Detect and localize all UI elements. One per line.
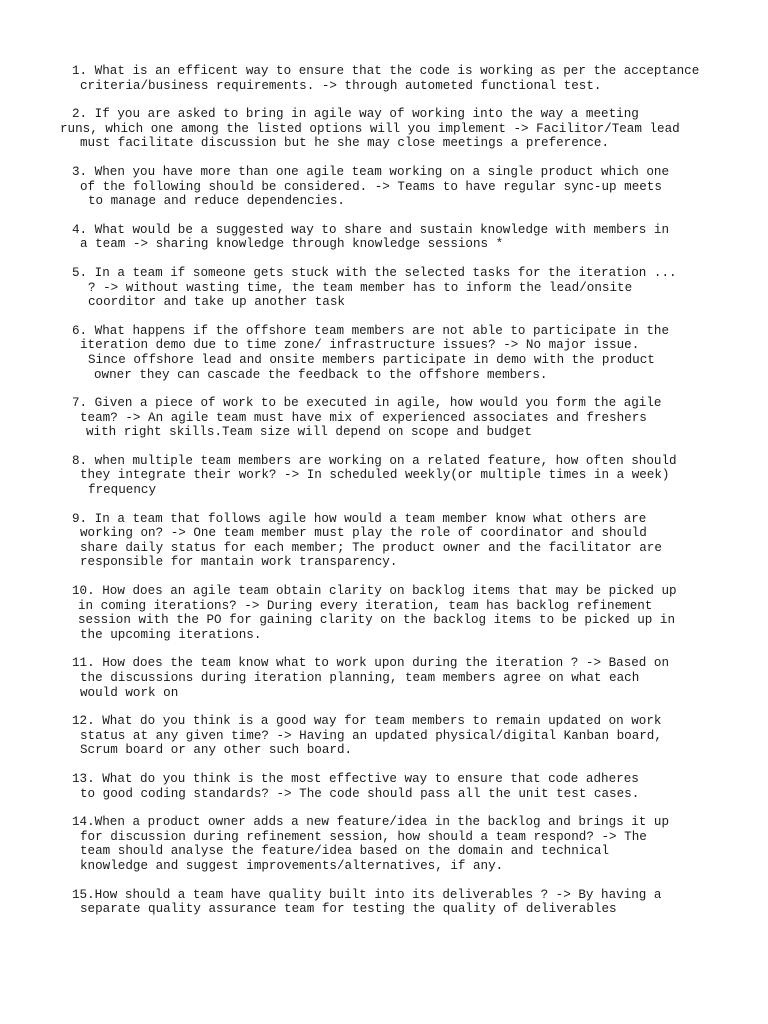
answer-line: team should analyse the feature/idea based on the domain and technical [80, 844, 610, 859]
question-line: 8. when multiple team members are working on a related feature, how often should [72, 453, 677, 468]
answer-line: knowledge and suggest improvements/alternatives, if any. [80, 858, 504, 873]
qa-item [0, 584, 768, 642]
answer-line: the upcoming iterations. [80, 627, 262, 642]
qa-item [0, 396, 768, 440]
qa-item [0, 888, 768, 917]
question-line: 15.How should a team have quality built into its deliverables ? -> By having a [72, 887, 662, 902]
answer-line: to manage and reduce dependencies. [88, 194, 345, 209]
answer-line: Scrum board or any other such board. [80, 743, 353, 758]
question-line: 1. What is an efficent way to ensure that the code is working as per the acceptance [72, 64, 700, 78]
question-line: 5. In a team if someone gets stuck with the selected tasks for the iteration ... [72, 265, 677, 280]
answer-line: must facilitate discussion but he she may close meetings a preference. [80, 136, 610, 151]
answer-line: responsible for mantain work transparency. [80, 555, 398, 570]
question-line: 9. In a team that follows agile how would a team member know what others are [72, 511, 647, 526]
answer-line: working on? -> One team member must play the role of coordinator and should [80, 526, 647, 541]
answer-line: of the following should be considered. -> Teams to have regular sync-up meets [80, 179, 662, 194]
qa-item [0, 512, 768, 570]
qa-item [0, 223, 768, 252]
qa-item [0, 165, 768, 209]
question-line: 3. When you have more than one agile team working on a single product which one [72, 164, 670, 179]
qa-item [0, 324, 768, 382]
answer-line: status at any given time? -> Having an updated physical/digital Kanban board, [80, 728, 662, 743]
answer-line: a team -> sharing knowledge through knowledge sessions * [80, 237, 504, 252]
answer-line: with right skills.Team size will depend on scope and budget [86, 425, 532, 440]
answer-line: for discussion during refinement session, how should a team respond? -> The [80, 829, 647, 844]
qa-item [0, 772, 768, 801]
question-line: 14.When a product owner adds a new feature/idea in the backlog and brings it up [72, 815, 670, 830]
answer-line: runs, which one among the listed options will you implement -> Facilitor/Team lead [60, 121, 680, 136]
answer-line: share daily status for each member; The product owner and the facilitator are [80, 540, 662, 555]
question-line: 6. What happens if the offshore team members are not able to participate in the [72, 323, 670, 338]
answer-line: team? -> An agile team must have mix of experienced associates and freshers [80, 410, 647, 425]
answer-line: would work on [80, 685, 179, 700]
question-line: 11. How does the team know what to work upon during the iteration ? -> Based on [72, 656, 670, 671]
question-line: 13. What do you think is the most effective way to ensure that code adheres [72, 771, 639, 786]
question-line: 12. What do you think is a good way for team members to remain updated on work [72, 714, 662, 729]
answer-line: Since offshore lead and onsite members participate in demo with the product [88, 352, 655, 367]
question-line: 10. How does an agile team obtain clarity on backlog items that may be picked up [72, 584, 677, 599]
answer-line: owner they can cascade the feedback to the offshore members. [94, 367, 548, 382]
answer-line: the discussions during iteration planning, team members agree on what each [80, 671, 640, 685]
qa-item [0, 714, 768, 758]
answer-line: separate quality assurance team for testing the quality of deliverables [80, 902, 617, 917]
qa-list [0, 64, 768, 931]
qa-item [0, 815, 768, 873]
qa-item [0, 454, 768, 498]
answer-line: to good coding standards? -> The code should pass all the unit test cases. [80, 786, 640, 801]
question-line: 2. If you are asked to bring in agile way of working into the way a meeting [72, 107, 639, 122]
qa-item [0, 64, 768, 93]
question-line: 7. Given a piece of work to be executed in agile, how would you form the agile [72, 396, 662, 411]
question-line: 4. What would be a suggested way to share and sustain knowledge with members in [72, 222, 670, 237]
answer-line: coorditor and take up another task [88, 295, 345, 310]
answer-line: frequency [88, 483, 157, 498]
answer-line: ? -> without wasting time, the team member has to inform the lead/onsite [88, 280, 633, 295]
qa-item [0, 107, 768, 151]
qa-item [0, 266, 768, 310]
answer-line: session with the PO for gaining clarity on the backlog items to be picked up in [78, 613, 676, 628]
answer-line: criteria/business requirements. -> through autometed functional test. [80, 78, 602, 93]
answer-line: iteration demo due to time zone/ infrastructure issues? -> No major issue. [80, 338, 640, 353]
answer-line: in coming iterations? -> During every iteration, team has backlog refinement [78, 598, 653, 613]
answer-line: they integrate their work? -> In scheduled weekly(or multiple times in a week) [80, 468, 670, 483]
qa-item [0, 656, 768, 700]
